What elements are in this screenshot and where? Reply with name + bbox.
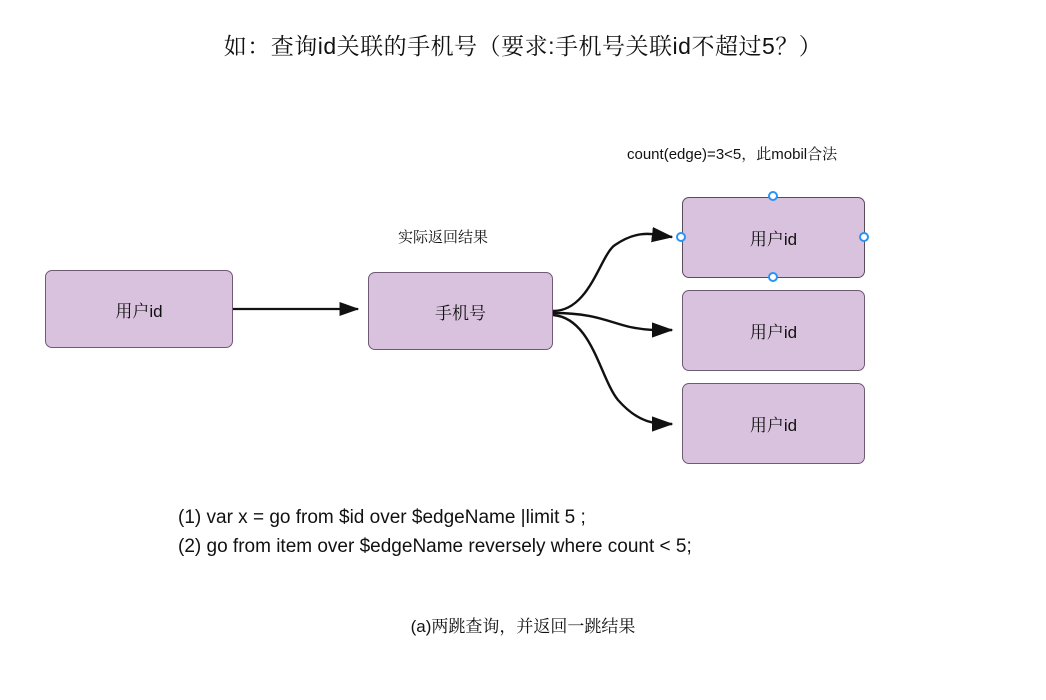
node-user-id-result-2[interactable] [682, 290, 865, 371]
node-user-id-source[interactable] [45, 270, 233, 348]
resize-handle-bottom[interactable] [768, 272, 778, 282]
node-user-id-result-3[interactable] [682, 383, 865, 464]
resize-handle-top[interactable] [768, 191, 778, 201]
node-label: 用户id [115, 301, 163, 321]
resize-handle-right[interactable] [859, 232, 869, 242]
node-label: 用户id [749, 416, 798, 435]
node-label: 用户id [749, 230, 798, 249]
caption-actual-result: 实际返回结果 [398, 229, 489, 246]
code-line-2: (2) go from item over $edgeName reversely where count < 5; [178, 536, 692, 557]
query-code-block [178, 503, 692, 561]
caption-count-edge: count(edge)=3<5，此mobil合法 [627, 146, 838, 163]
code-line-1: (1) var x = go from $id over $edgeName |limit 5 ; [178, 507, 586, 528]
page-title: 如：查询id关联的手机号（要求:手机号关联id不超过5？） [223, 33, 823, 59]
figure-caption: (a)两跳查询，并返回一跳结果 [410, 617, 636, 636]
node-mobile[interactable] [368, 272, 553, 350]
resize-handle-left[interactable] [676, 232, 686, 242]
node-label: 用户id [749, 323, 798, 342]
node-user-id-result-1[interactable] [682, 197, 865, 278]
node-label: 手机号 [435, 303, 486, 323]
